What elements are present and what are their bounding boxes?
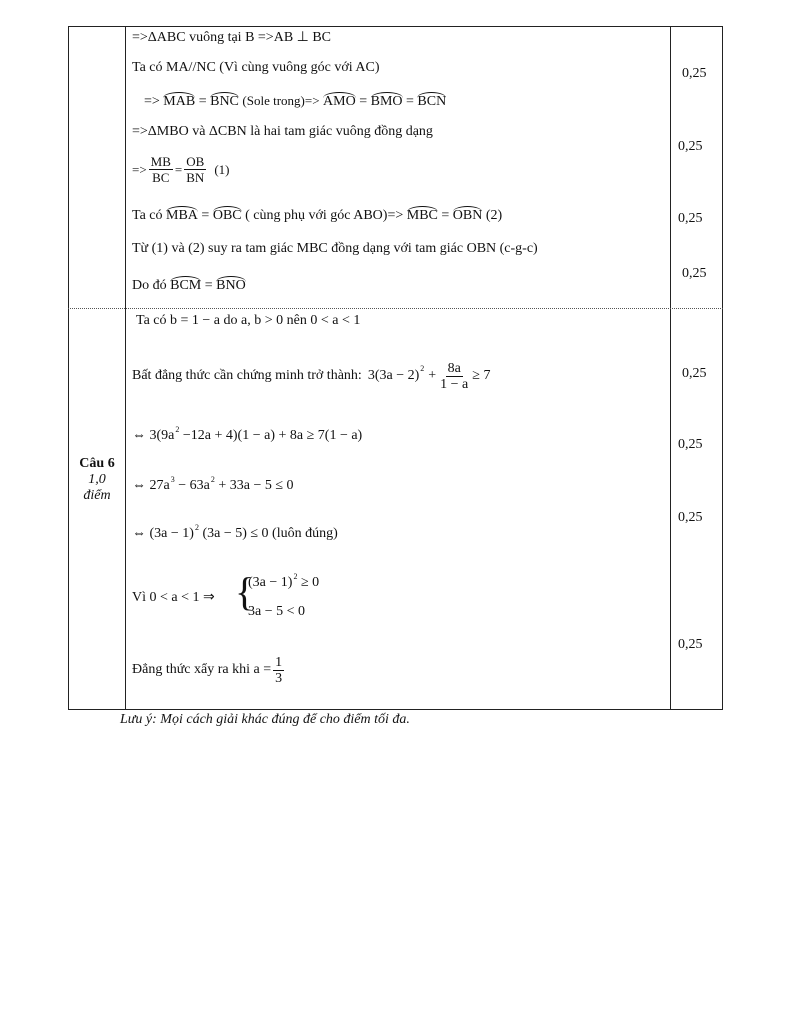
- angle-bcn: BCN: [417, 94, 447, 109]
- angle-amo: AMO: [323, 94, 356, 109]
- col-divider-left: [125, 26, 126, 710]
- cau6-line-2: Bất đẳng thức cần chứng minh trở thành: 3(3a − 2) 2 + $\frac{8a}{1 - a}$ ≥ 7: [132, 360, 491, 392]
- cau6-line-7: Đẳng thức xẩy ra khi a = $\frac{1}{3}$: [132, 654, 283, 686]
- angle-bmo: BMO: [370, 94, 403, 109]
- upper-line-3: => MAB = BNC (Sole trong)=> AMO = BMO = BCN: [144, 93, 447, 109]
- fraction-ob-bn: $\frac{OB}{BN}$: [186, 154, 205, 185]
- fraction-8a: $\frac{8a}{1 - a}$: [440, 360, 469, 392]
- upper-line-7: Từ (1) và (2) suy ra tam giác MBC đồng dạng với tam giác OBN (c-g-c): [132, 241, 538, 256]
- upper-line-5: => $\frac{MB}{BC}$ = $\frac{OB}{BN}$ (1): [132, 154, 230, 185]
- cau6-line-5: ⇔ $(3a - 1)^2$ (3a − 5) ≤ 0 (luôn đúng): [132, 523, 338, 541]
- angle-obn: OBN: [452, 208, 483, 223]
- question-label: [69, 456, 125, 504]
- score-cau6-4: 0,25: [678, 637, 703, 652]
- row-divider: [68, 308, 723, 309]
- fraction-one-third: $\frac{1}{3}$: [275, 654, 283, 686]
- fraction-mb-bc: $\frac{MB}{BC}$: [150, 154, 171, 185]
- score-upper-2: 0,25: [678, 139, 703, 154]
- score-cau6-1: 0,25: [682, 366, 707, 381]
- angle-bcm: BCM: [170, 278, 202, 293]
- question-title: Câu 6: [79, 456, 115, 471]
- cau6-line-6: Vì 0 < a < 1 ⇒: [132, 590, 215, 605]
- score-upper-3: 0,25: [678, 211, 703, 226]
- upper-line-1: =>ΔABC vuông tại B =>AB ⊥ BC: [132, 30, 332, 45]
- angle-mab: MAB: [163, 94, 196, 109]
- upper-line-6: Ta có MBA = OBC ( cùng phụ với góc ABO)=> MBC = OBN (2): [132, 208, 503, 223]
- score-cau6-3: 0,25: [678, 510, 703, 525]
- footnote: Lưu ý: Mọi cách giải khác đúng để cho điểm tối đa.: [120, 712, 410, 727]
- angle-mbc: MBC: [406, 208, 438, 223]
- angle-obc: OBC: [212, 208, 242, 223]
- upper-line-8: Do đó BCM = BNO: [132, 278, 246, 293]
- angle-bno: BNO: [216, 278, 246, 293]
- question-unit: điểm: [83, 488, 111, 503]
- score-upper-1: 0,25: [682, 66, 707, 81]
- col-divider-right: [670, 26, 671, 710]
- system-brace: {: [235, 569, 255, 614]
- cau6-line-3: ⇔ $3(9a^2 -12a + 4)(1 - a) + 8a \ge 7(1 - a)$: [132, 425, 363, 443]
- score-cau6-2: 0,25: [678, 437, 703, 452]
- cau6-case-2: 3a − 5 < 0: [248, 604, 306, 619]
- upper-line-4: =>ΔMBO và ΔCBN là hai tam giác vuông đồng dạng: [132, 124, 433, 139]
- upper-line-2: Ta có MA//NC (Vì cùng vuông góc với AC): [132, 60, 380, 75]
- cau6-line-1: Ta có b = 1 − a do a, b > 0 nên 0 < a < 1: [136, 313, 361, 328]
- cau6-case-1: $(3a - 1)^2 \ge 0$: [248, 572, 320, 590]
- score-upper-4: 0,25: [682, 266, 707, 281]
- angle-mba: MBA: [166, 208, 198, 223]
- angle-bnc: BNC: [210, 94, 239, 109]
- cau6-line-4: ⇔ $27a^3 - 63a^2 + 33a - 5 \le 0$: [132, 475, 294, 493]
- question-points: 1,0: [88, 472, 106, 487]
